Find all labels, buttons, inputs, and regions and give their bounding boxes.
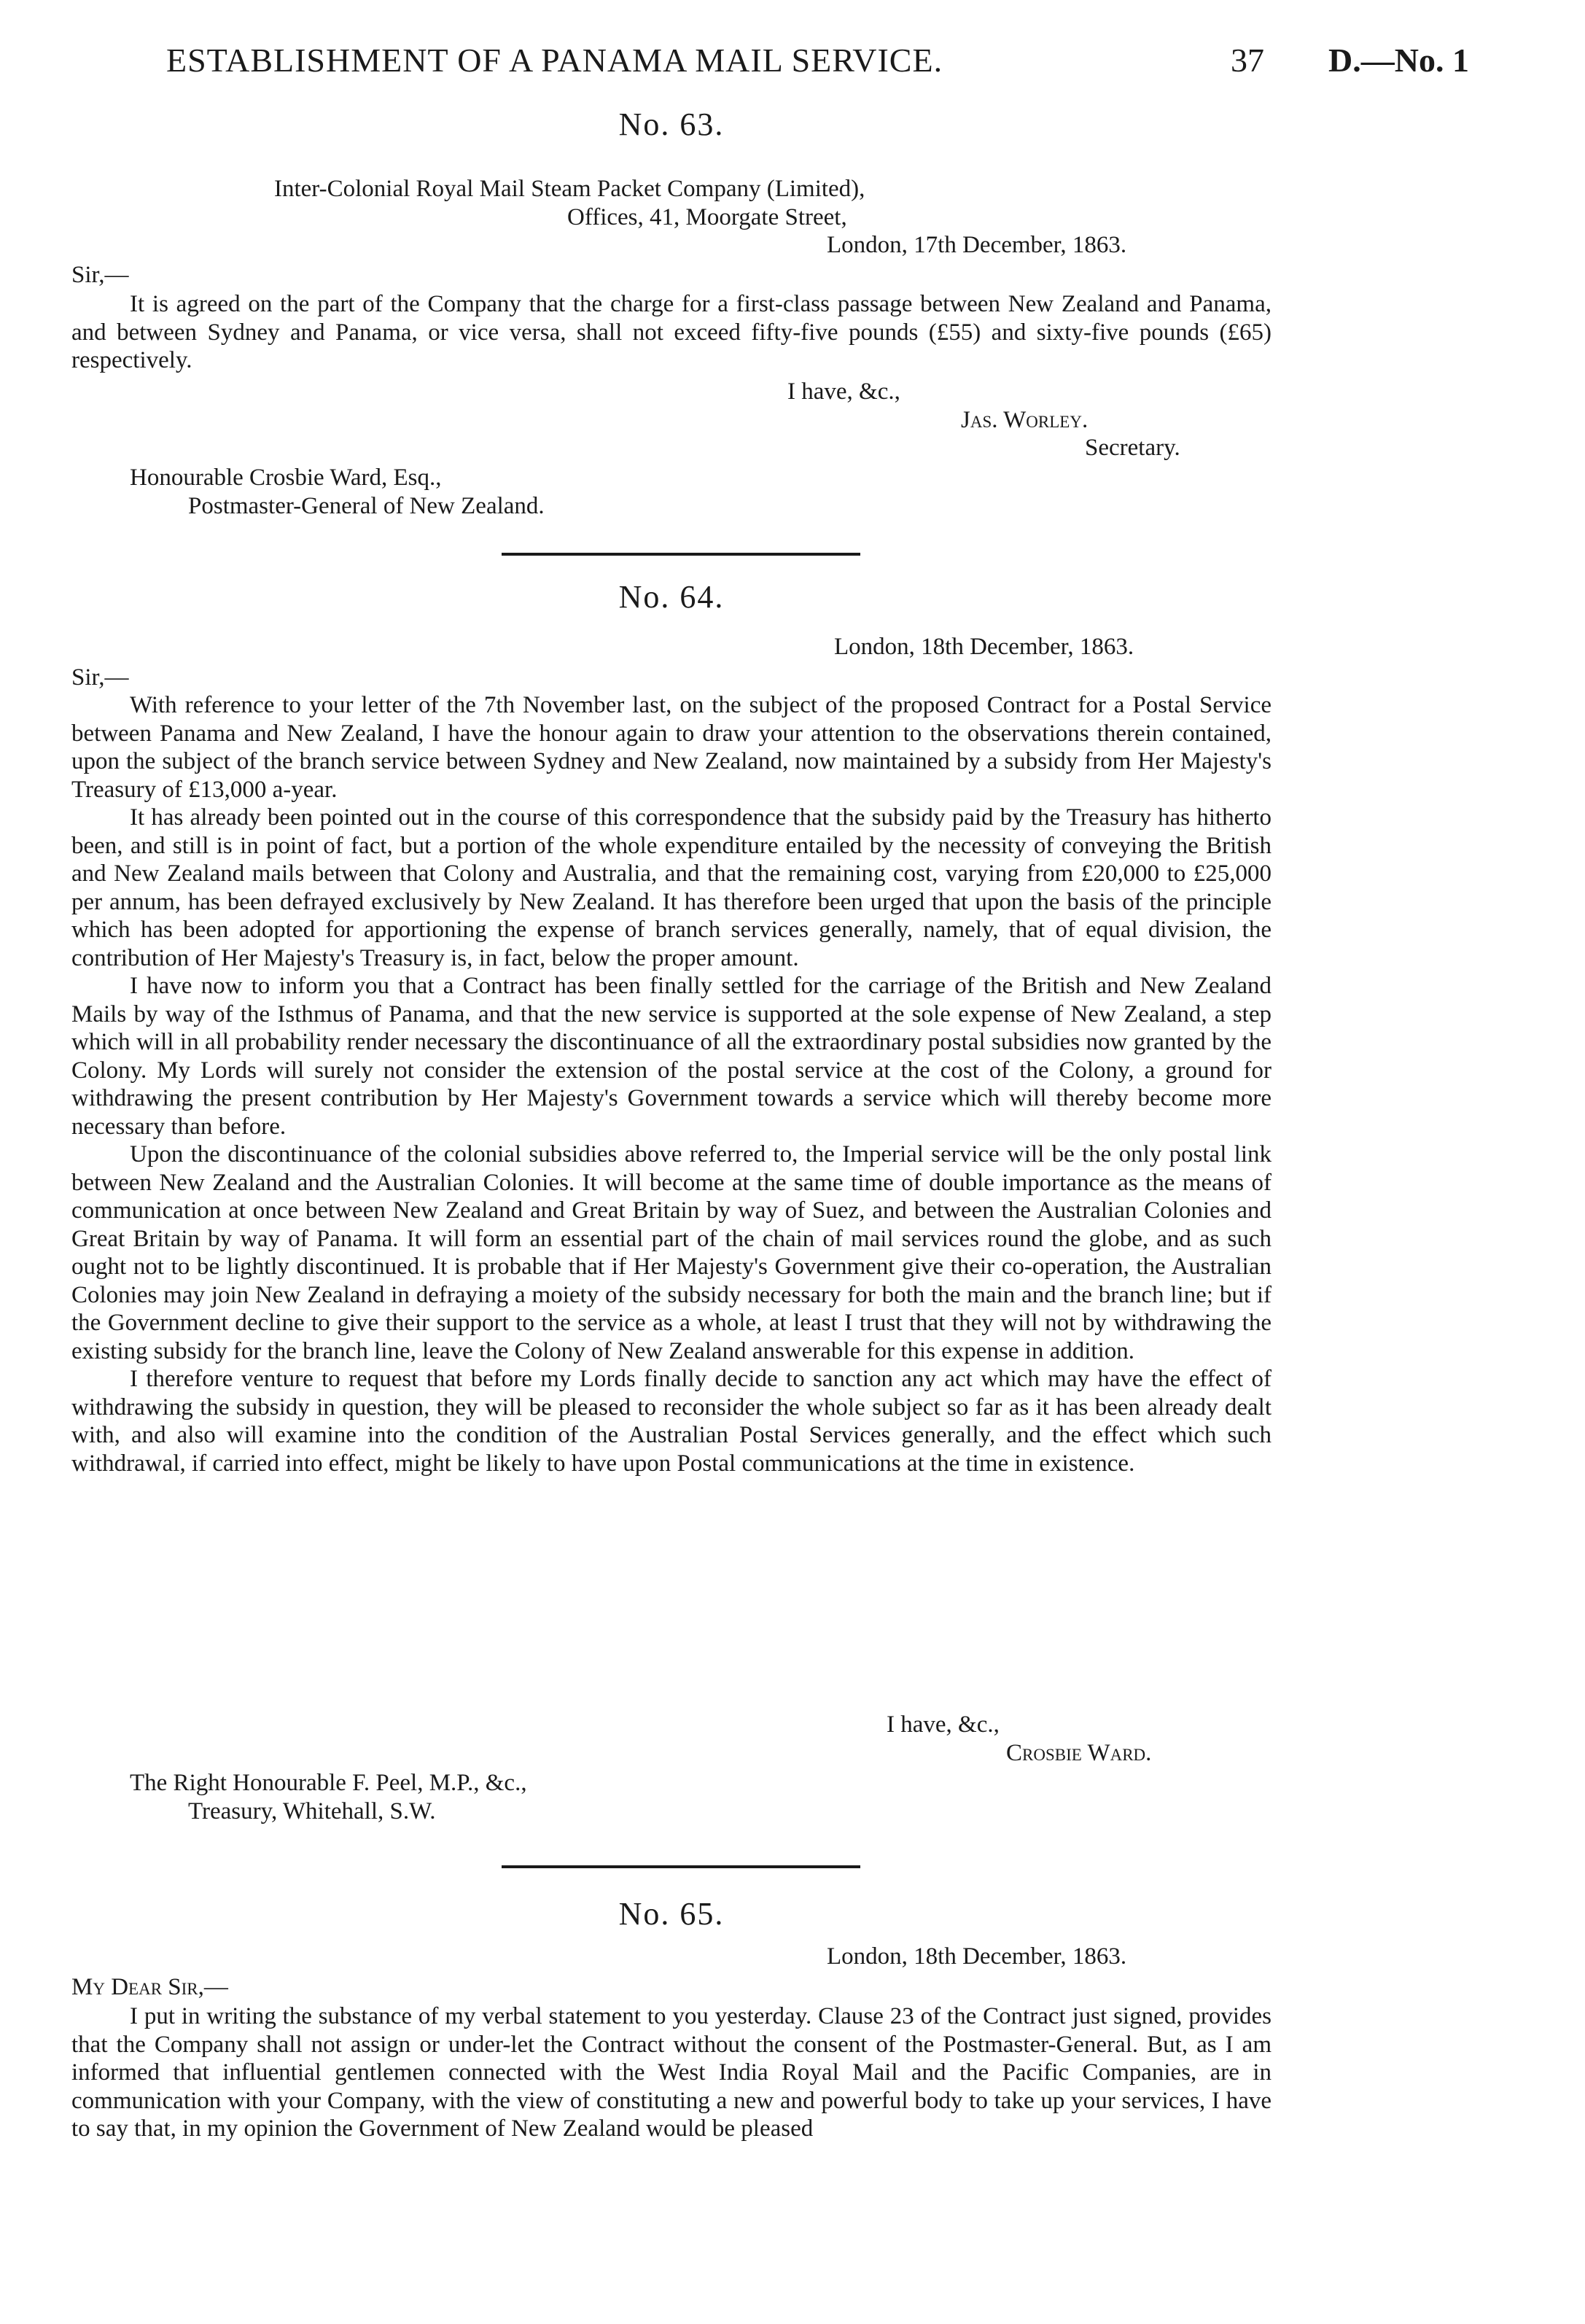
letter-63-number: No. 63.	[618, 106, 725, 142]
letter-65-salutation: My Dear Sir,—	[71, 1974, 228, 2000]
letter-63-body	[71, 290, 1271, 375]
letter-63-addressee-line1: Honourable Crosbie Ward, Esq.,	[130, 465, 442, 491]
letter-63-closing: I have, &c.,	[787, 378, 900, 405]
letter-64-addressee	[71, 1769, 1271, 1825]
document-reference: D.—No. 1	[1328, 42, 1469, 79]
running-title: ESTABLISHMENT OF A PANAMA MAIL SERVICE.	[166, 42, 943, 79]
letter-64-paragraph-4: Upon the discontinuance of the colonial subsidies above referred to, the Imperial service will be the only postal link between New Zealand and the Australian Colonies. It will become at the same time of double importance as the means of communication at once between New Zealand and Great Britain by way of Suez, and between the Australian Colonies and Great Britain by way of Panama. It will form an essential part of the chain of mail services round the globe, and as such ought not to be lightly discontinued. It is probable that if Her Majesty's Government give their co-operation, the Australian Colonies may join New Zealand in defraying a moiety of the subsidy necessary for both the main and the branch line; but if the Government decline to give their support to the service as a whole, at least I trust that they will not by withdrawing the existing subsidy for the branch line, leave the Colony of New Zealand answerable for this expense in addition.	[71, 1141, 1271, 1364]
letter-65-body	[71, 2002, 1271, 2143]
letter-64-paragraph-5: I therefore venture to request that before my Lords finally decide to sanction any act which may have the effect of withdrawing the subsidy in question, they will be pleased to reconsider the whole subject so far as it has been already dealt with, and also will examine into the condition of the Australian Postal Services generally, and the effect which such withdrawal, if carried into effect, might be likely to have upon Postal communications at the time in existence.	[71, 1366, 1271, 1477]
letter-63-heading	[71, 175, 1271, 260]
letter-63-paragraph: It is agreed on the part of the Company that the charge for a first-class passage between New Zealand and Panama, and between Sydney and Panama, or vice versa, shall not exceed fifty-five pounds (£55) and sixty-five pounds (£65) respectively.	[71, 291, 1271, 373]
letter-63-closing-block	[71, 378, 1271, 462]
letter-64-paragraph-3: I have now to inform you that a Contract has been finally settled for the carriage of the British and New Zealand Mails by way of the Isthmus of Panama, and that the new service is supported at the sole expense of New Zealand, a step which will in all probability render necessary the discontinuance of all the extraordinary postal subsidies now granted by the Colony. My Lords will surely not consider the extension of the postal service at the cost of the Colony, a ground for withdrawing the present contribution by Her Majesty's Government towards a service which will thereby become more necessary than before.	[71, 973, 1271, 1140]
letter-64-paragraph-1: With reference to your letter of the 7th November last, on the subject of the proposed Contract for a Postal Service between Panama and New Zealand, I have the honour again to draw your attention to the observations therein contained, upon the subject of the branch service between Sydney and New Zealand, now maintained by a subsidy from Her Majesty's Treasury of £13,000 a-year.	[71, 692, 1271, 803]
letter-63-addressee	[71, 464, 1271, 520]
letter-64-body	[71, 691, 1271, 1477]
letter-65-place-date	[71, 1943, 1271, 1971]
section-divider	[502, 553, 860, 556]
letter-64-place-date	[71, 633, 1271, 661]
letter-64-salutation: Sir,—	[71, 664, 129, 691]
page-header	[166, 41, 1522, 85]
letter-64-addressee-line2: Treasury, Whitehall, S.W.	[188, 1798, 436, 1824]
section-divider	[502, 1865, 860, 1868]
letter-64-closing: I have, &c.,	[887, 1711, 1000, 1738]
letter-63-sign-title: Secretary.	[1085, 435, 1180, 461]
page-number: 37	[1231, 42, 1264, 79]
letter-63-salutation: Sir,—	[71, 262, 129, 288]
letter-64-date: London, 18th December, 1863.	[834, 634, 1134, 660]
letter-65-number: No. 65.	[618, 1896, 725, 1932]
letter-64-addressee-line1: The Right Honourable F. Peel, M.P., &c.,	[130, 1770, 527, 1796]
letter-65-date: London, 18th December, 1863.	[827, 1943, 1127, 1970]
letter-63-place-date: London, 17th December, 1863.	[827, 232, 1127, 258]
letter-65-paragraph-1: I put in writing the substance of my verbal statement to you yesterday. Clause 23 of the Contract just signed, provides that the Company shall not assign or under-let the Contract without the consent of the Postmaster-General. But, as I am informed that influential gentlemen connected with the West India Royal Mail and the Pacific Companies, are in communication with your Company, with the view of constituting a new and powerful body to take up your services, I have to say that, in my opinion the Government of New Zealand would be pleased	[71, 2003, 1271, 2142]
letter-64-signature: Crosbie Ward.	[1006, 1739, 1152, 1766]
letter-63-addressee-line2: Postmaster-General of New Zealand.	[188, 492, 545, 519]
letter-63-signature: Jas. Worley.	[961, 406, 1089, 433]
letter-64-paragraph-2: It has already been pointed out in the course of this correspondence that the subsidy paid by the Treasury has hitherto been, and still is in point of fact, but a portion of the whole expenditure entailed by the necessity of conveying the British and New Zealand mails between that Colony and Australia, and that the remaining cost, varying from £20,000 to £25,000 per annum, has been defrayed exclusively by New Zealand. It has therefore been urged that upon the basis of the principle which has been adopted for apportioning the expense of branch services generally, namely, that of equal division, the contribution of Her Majesty's Treasury is, in fact, below the proper amount.	[71, 804, 1271, 971]
letter-64-closing-block	[71, 1711, 1271, 1767]
letter-63-from-line1: Inter-Colonial Royal Mail Steam Packet Company (Limited),	[274, 176, 865, 202]
letter-64-number: No. 64.	[618, 579, 725, 615]
letter-63-from-line2: Offices, 41, Moorgate Street,	[567, 203, 847, 230]
